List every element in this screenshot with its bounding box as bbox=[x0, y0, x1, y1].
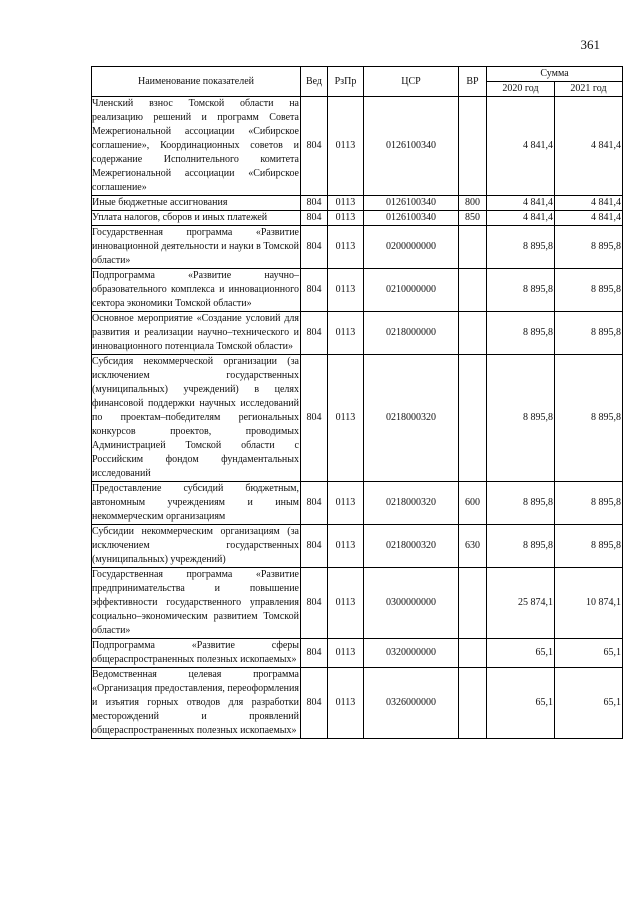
row-csr: 0218000320 bbox=[364, 525, 459, 568]
row-vr bbox=[459, 269, 487, 312]
row-sum-2020: 8 895,8 bbox=[487, 312, 555, 355]
row-name: Основное мероприятие «Создание условий для развития и реализации научно–технического и инновационного потенциала Томской области» bbox=[92, 312, 301, 355]
table-row bbox=[92, 211, 623, 226]
row-name: Государственная программа «Развитие инновационной деятельности и науки в Томской области» bbox=[92, 226, 301, 269]
row-sum-2020: 65,1 bbox=[487, 639, 555, 668]
row-name: Государственная программа «Развитие предпринимательства и повышение эффективности государственного управления социально–экономическим развитием Томской области» bbox=[92, 568, 301, 639]
row-vr bbox=[459, 668, 487, 739]
row-name: Подпрограмма «Развитие сферы общераспространенных полезных ископаемых» bbox=[92, 639, 301, 668]
row-vr: 800 bbox=[459, 196, 487, 211]
row-rzpr: 0113 bbox=[328, 482, 364, 525]
row-sum-2020: 25 874,1 bbox=[487, 568, 555, 639]
table-row bbox=[92, 97, 623, 196]
row-sum-2020: 8 895,8 bbox=[487, 525, 555, 568]
row-sum-2021: 8 895,8 bbox=[555, 525, 623, 568]
row-vr: 850 bbox=[459, 211, 487, 226]
header-ved: Вед bbox=[301, 67, 328, 97]
row-sum-2021: 8 895,8 bbox=[555, 226, 623, 269]
row-rzpr: 0113 bbox=[328, 668, 364, 739]
row-csr: 0200000000 bbox=[364, 226, 459, 269]
row-sum-2021: 4 841,4 bbox=[555, 97, 623, 196]
row-sum-2021: 8 895,8 bbox=[555, 269, 623, 312]
table-row bbox=[92, 269, 623, 312]
row-sum-2020: 8 895,8 bbox=[487, 226, 555, 269]
row-name: Иные бюджетные ассигнования bbox=[92, 196, 301, 211]
row-csr: 0126100340 bbox=[364, 211, 459, 226]
row-rzpr: 0113 bbox=[328, 211, 364, 226]
row-rzpr: 0113 bbox=[328, 525, 364, 568]
row-ved: 804 bbox=[301, 482, 328, 525]
table-row bbox=[92, 568, 623, 639]
row-sum-2021: 8 895,8 bbox=[555, 312, 623, 355]
row-sum-2020: 8 895,8 bbox=[487, 355, 555, 482]
row-ved: 804 bbox=[301, 226, 328, 269]
row-ved: 804 bbox=[301, 211, 328, 226]
row-sum-2020: 65,1 bbox=[487, 668, 555, 739]
budget-table bbox=[91, 66, 623, 739]
row-name: Субсидии некоммерческим организациям (за исключением государственных (муниципальных) учреждений) bbox=[92, 525, 301, 568]
row-ved: 804 bbox=[301, 196, 328, 211]
row-vr bbox=[459, 355, 487, 482]
header-name: Наименование показателей bbox=[92, 67, 301, 97]
table-row bbox=[92, 668, 623, 739]
header-rzpr: РзПр bbox=[328, 67, 364, 97]
row-csr: 0300000000 bbox=[364, 568, 459, 639]
row-ved: 804 bbox=[301, 312, 328, 355]
row-ved: 804 bbox=[301, 269, 328, 312]
row-name: Уплата налогов, сборов и иных платежей bbox=[92, 211, 301, 226]
row-ved: 804 bbox=[301, 668, 328, 739]
table-row bbox=[92, 639, 623, 668]
row-csr: 0126100340 bbox=[364, 196, 459, 211]
row-name: Подпрограмма «Развитие научно–образовательного комплекса и инновационного сектора экономики Томской области» bbox=[92, 269, 301, 312]
row-rzpr: 0113 bbox=[328, 97, 364, 196]
row-name: Ведомственная целевая программа «Организация предоставления, переоформления и изъятия горных отводов для разработки месторождений и проявлений общераспространенных полезных ископаемых» bbox=[92, 668, 301, 739]
page-number: 361 bbox=[580, 37, 600, 52]
row-sum-2020: 4 841,4 bbox=[487, 97, 555, 196]
row-rzpr: 0113 bbox=[328, 639, 364, 668]
row-vr bbox=[459, 97, 487, 196]
row-name: Членский взнос Томской области на реализацию решений и программ Совета Межрегиональной ассоциации «Сибирское соглашение», Координационных советов и содержание Исполнительного комитета Межрегиональной ассоциации «Сибирское соглашение» bbox=[92, 97, 301, 196]
row-sum-2020: 8 895,8 bbox=[487, 482, 555, 525]
row-csr: 0126100340 bbox=[364, 97, 459, 196]
row-csr: 0320000000 bbox=[364, 639, 459, 668]
row-rzpr: 0113 bbox=[328, 312, 364, 355]
row-sum-2021: 65,1 bbox=[555, 668, 623, 739]
header-sum: Сумма bbox=[487, 67, 623, 82]
table-row bbox=[92, 226, 623, 269]
row-name: Субсидия некоммерческой организации (за исключением государственных (муниципальных) учреждений) в целях финансовой поддержки научных исследований по проектам–победителям региональных конкурсов проектов, проводимых Администрацией Томской области с Российским фондом фундаментальных исследований bbox=[92, 355, 301, 482]
header-2021: 2021 год bbox=[555, 82, 623, 97]
row-sum-2021: 4 841,4 bbox=[555, 196, 623, 211]
row-ved: 804 bbox=[301, 568, 328, 639]
header-csr: ЦСР bbox=[364, 67, 459, 97]
row-csr: 0210000000 bbox=[364, 269, 459, 312]
row-vr: 600 bbox=[459, 482, 487, 525]
row-sum-2021: 10 874,1 bbox=[555, 568, 623, 639]
row-rzpr: 0113 bbox=[328, 568, 364, 639]
row-vr bbox=[459, 312, 487, 355]
table-row bbox=[92, 355, 623, 482]
row-sum-2021: 4 841,4 bbox=[555, 211, 623, 226]
row-name: Предоставление субсидий бюджетным, автономным учреждениям и иным некоммерческим организациям bbox=[92, 482, 301, 525]
row-sum-2020: 4 841,4 bbox=[487, 196, 555, 211]
row-vr bbox=[459, 639, 487, 668]
header-2020: 2020 год bbox=[487, 82, 555, 97]
row-rzpr: 0113 bbox=[328, 269, 364, 312]
row-vr: 630 bbox=[459, 525, 487, 568]
row-vr bbox=[459, 568, 487, 639]
row-rzpr: 0113 bbox=[328, 196, 364, 211]
row-ved: 804 bbox=[301, 639, 328, 668]
row-csr: 0218000320 bbox=[364, 482, 459, 525]
row-sum-2021: 8 895,8 bbox=[555, 482, 623, 525]
row-csr: 0326000000 bbox=[364, 668, 459, 739]
header-vr: ВР bbox=[459, 67, 487, 97]
row-rzpr: 0113 bbox=[328, 355, 364, 482]
row-sum-2021: 65,1 bbox=[555, 639, 623, 668]
row-sum-2021: 8 895,8 bbox=[555, 355, 623, 482]
row-rzpr: 0113 bbox=[328, 226, 364, 269]
row-sum-2020: 4 841,4 bbox=[487, 211, 555, 226]
row-ved: 804 bbox=[301, 525, 328, 568]
table-row bbox=[92, 196, 623, 211]
row-ved: 804 bbox=[301, 355, 328, 482]
table-row bbox=[92, 312, 623, 355]
table-row bbox=[92, 482, 623, 525]
row-sum-2020: 8 895,8 bbox=[487, 269, 555, 312]
row-ved: 804 bbox=[301, 97, 328, 196]
row-csr: 0218000320 bbox=[364, 355, 459, 482]
row-vr bbox=[459, 226, 487, 269]
table-row bbox=[92, 525, 623, 568]
row-csr: 0218000000 bbox=[364, 312, 459, 355]
